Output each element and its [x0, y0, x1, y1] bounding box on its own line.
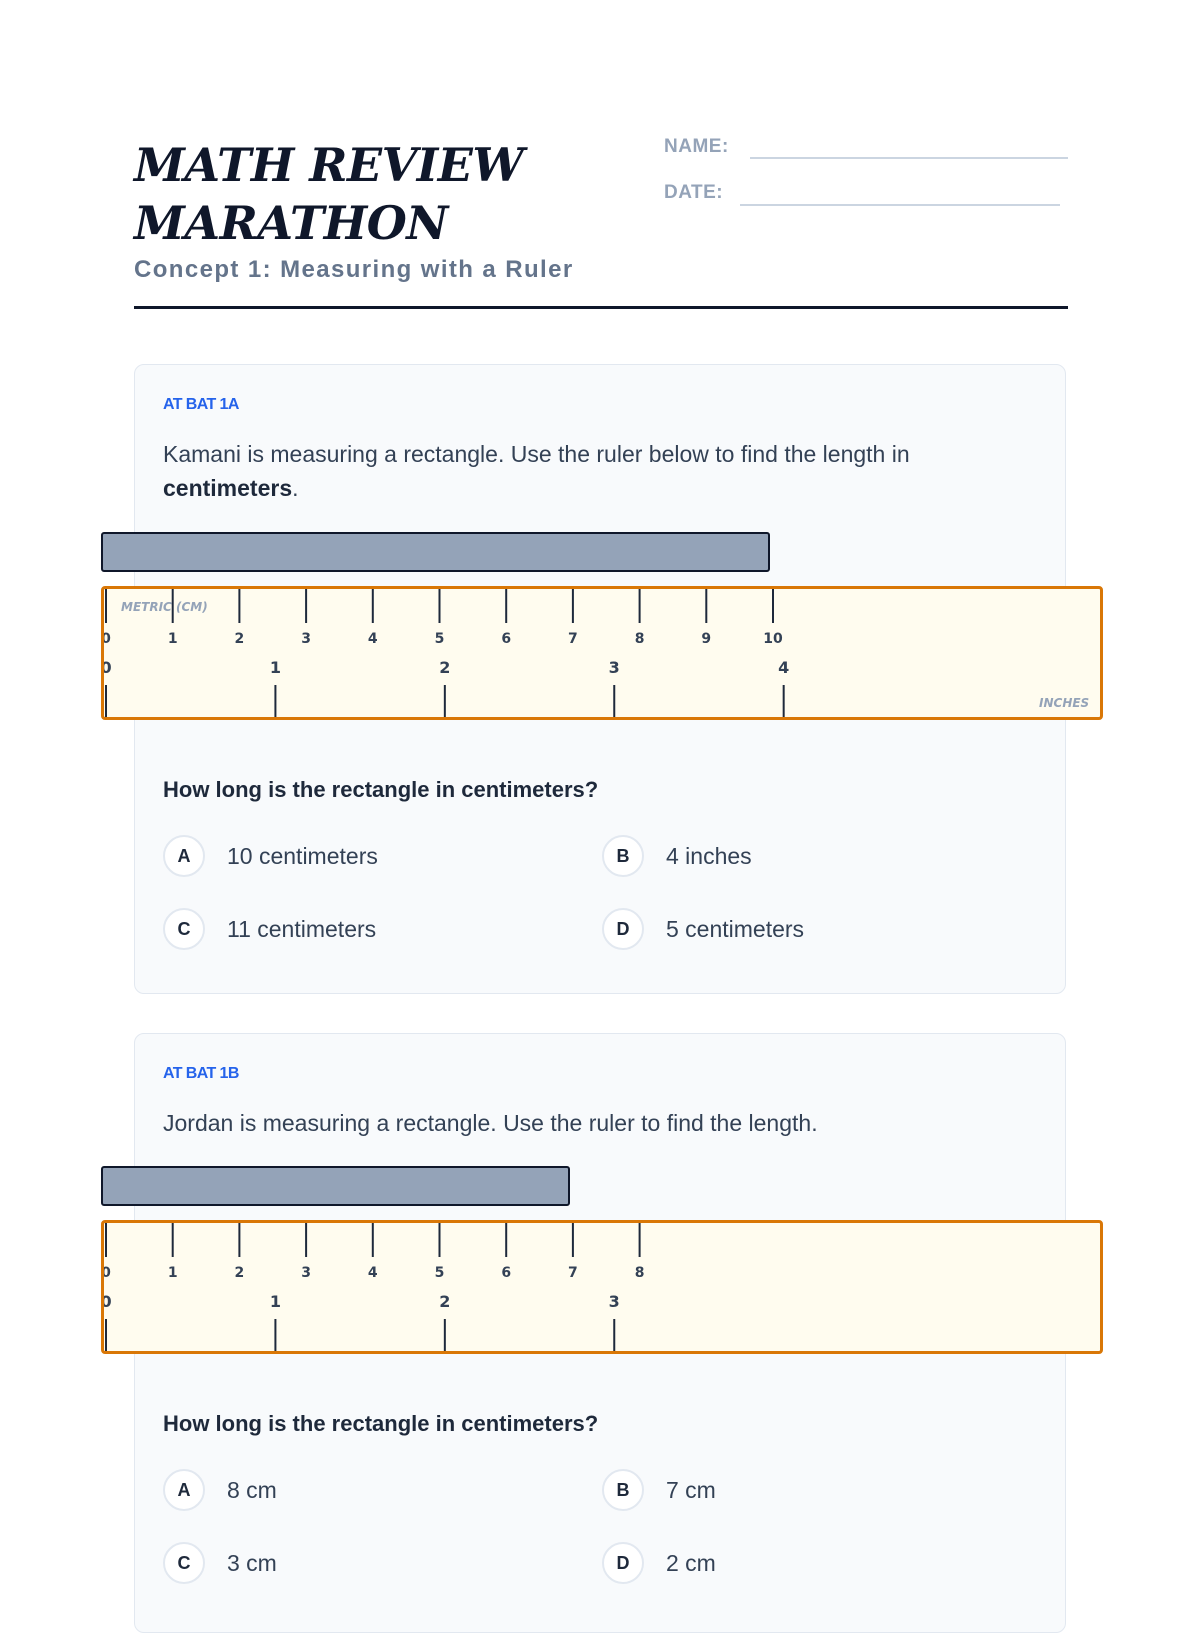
- inch-tick-label-3: 3: [608, 1292, 620, 1311]
- option-letter: D: [602, 1542, 644, 1584]
- question-text: How long is the rectangle in centimeters?: [163, 777, 599, 802]
- inch-tick-label-0: 0: [100, 1292, 112, 1311]
- inch-tick-label-1: 1: [269, 658, 281, 677]
- cm-tick-label-1: 1: [167, 631, 178, 647]
- option-letter: B: [602, 835, 644, 877]
- cm-tick-label-10: 10: [763, 631, 783, 647]
- answer-option-a[interactable]: [163, 835, 378, 877]
- option-letter: D: [602, 908, 644, 950]
- cm-tick-label-7: 7: [568, 631, 578, 647]
- cm-tick-label-3: 3: [301, 631, 311, 647]
- option-text: 5 centimeters: [666, 915, 805, 942]
- option-letter: A: [163, 835, 205, 877]
- cm-tick-label-7: 7: [568, 1265, 578, 1281]
- answer-option-d[interactable]: [602, 1542, 716, 1584]
- title-line-1: MATH REVIEW: [134, 138, 524, 192]
- cm-tick-label-5: 5: [434, 631, 445, 647]
- ruler-graphic: [100, 589, 1103, 720]
- option-letter: B: [602, 1469, 644, 1511]
- date-label: DATE:: [664, 182, 724, 203]
- inch-tick-label-3: 3: [608, 658, 620, 677]
- option-text: 7 cm: [666, 1476, 716, 1503]
- cm-tick-label-8: 8: [634, 631, 645, 647]
- inch-tick-label-4: 4: [778, 658, 790, 677]
- option-letter: C: [163, 908, 205, 950]
- answer-option-a[interactable]: [163, 1469, 277, 1511]
- cm-tick-label-5: 5: [434, 1265, 445, 1281]
- prompt-text: Kamani is measuring a rectangle. Use the ruler below to find the length in: [163, 441, 910, 467]
- inch-tick-label-1: 1: [269, 1292, 281, 1311]
- title-line-2: MARATHON: [134, 196, 448, 250]
- inches-label: INCHES: [1039, 696, 1090, 710]
- cm-tick-label-2: 2: [234, 1265, 245, 1281]
- answer-option-b[interactable]: [602, 1469, 716, 1511]
- ruler: [101, 586, 1103, 720]
- page-title: [134, 136, 614, 252]
- problem-tag: AT BAT 1B: [163, 1065, 239, 1082]
- cm-tick-label-0: 0: [101, 1265, 111, 1281]
- name-field[interactable]: [750, 157, 1068, 159]
- option-text: 11 centimeters: [227, 915, 377, 942]
- cm-tick-label-4: 4: [367, 631, 378, 647]
- question-text: How long is the rectangle in centimeters?: [163, 1411, 599, 1436]
- cm-tick-label-2: 2: [234, 631, 245, 647]
- header-divider: [134, 306, 1068, 309]
- option-text: 2 cm: [666, 1549, 716, 1576]
- cm-tick-label-6: 6: [501, 1265, 512, 1281]
- prompt-emphasis: centimeters: [163, 475, 293, 501]
- answer-option-c[interactable]: [163, 1542, 277, 1584]
- option-text: 3 cm: [227, 1549, 277, 1576]
- inch-tick-label-2: 2: [439, 1292, 451, 1311]
- date-field[interactable]: [740, 204, 1060, 206]
- cm-tick-label-4: 4: [367, 1265, 378, 1281]
- prompt-end: .: [292, 475, 299, 501]
- cm-tick-label-6: 6: [501, 631, 512, 647]
- cm-tick-label-8: 8: [634, 1265, 645, 1281]
- problem-tag: AT BAT 1A: [163, 396, 239, 413]
- ruler-graphic: [100, 1223, 1103, 1354]
- answer-option-c[interactable]: [163, 908, 376, 950]
- cm-tick-label-3: 3: [301, 1265, 311, 1281]
- rectangle-bar: [101, 1166, 570, 1206]
- cm-tick-label-9: 9: [701, 631, 712, 647]
- problem-prompt: [163, 437, 1003, 505]
- page-subtitle: Concept 1: Measuring with a Ruler: [134, 256, 574, 283]
- option-letter: A: [163, 1469, 205, 1511]
- cm-tick-label-1: 1: [167, 1265, 178, 1281]
- rectangle-bar: [101, 532, 770, 572]
- answer-option-d[interactable]: [602, 908, 804, 950]
- option-letter: C: [163, 1542, 205, 1584]
- option-text: 4 inches: [666, 842, 752, 869]
- metric-label: METRIC (CM): [121, 600, 208, 614]
- answer-option-b[interactable]: [602, 835, 752, 877]
- cm-tick-label-0: 0: [101, 631, 111, 647]
- inch-tick-label-0: 0: [100, 658, 112, 677]
- inch-tick-label-2: 2: [439, 658, 451, 677]
- option-text: 10 centimeters: [227, 842, 378, 869]
- problem-prompt: Jordan is measuring a rectangle. Use the ruler to find the length.: [163, 1110, 818, 1136]
- option-text: 8 cm: [227, 1476, 277, 1503]
- ruler: [101, 1220, 1103, 1354]
- name-label: NAME:: [664, 136, 729, 157]
